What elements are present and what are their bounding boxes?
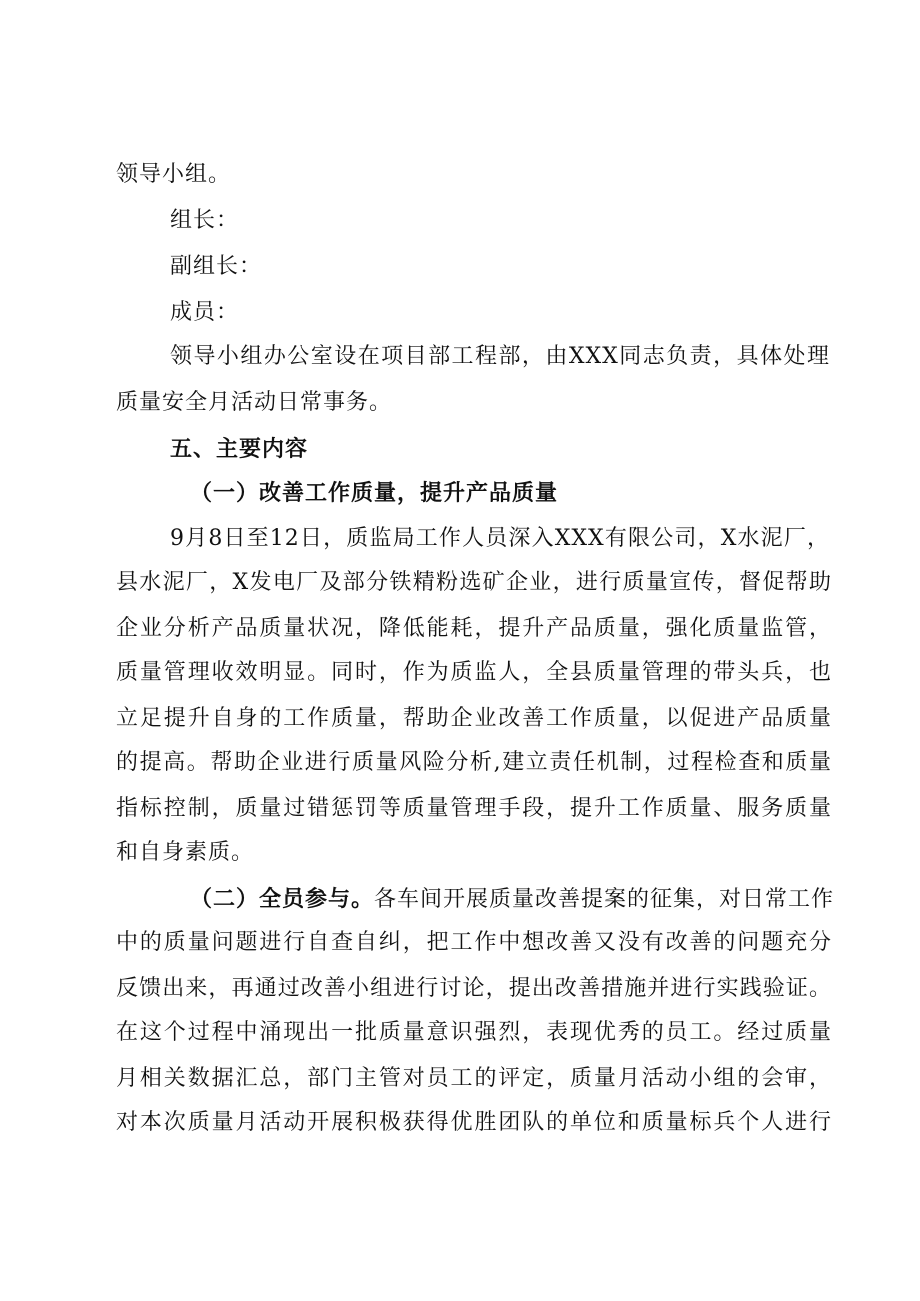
text-line: 领导小组。 — [116, 162, 232, 187]
text-line: 组长： — [170, 208, 240, 233]
text-line: 领导小组办公室设在项目部工程部，由XXX同志负责，具体处理 — [170, 344, 830, 369]
text-line: 反馈出来，再通过改善小组进行讨论，提出改善措施并进行实践验证。 — [116, 976, 832, 1001]
section-heading: 五、主要内容 — [170, 436, 309, 462]
text-line: 质量安全月活动日常事务。 — [116, 390, 393, 415]
text-line: 企业分析产品质量状况，降低能耗，提升产品质量，强化质量监管， — [116, 616, 832, 641]
text-line: 对本次质量月活动开展积极获得优胜团队的单位和质量标兵个人进行 — [116, 1110, 832, 1135]
text-line: 立足提升自身的工作质量，帮助企业改善工作质量，以促进产品质量 — [116, 706, 832, 731]
text-line: 9月8日至12日，质监局工作人员深入XXX有限公司，X水泥厂， — [170, 526, 830, 551]
text-fragment: 各车间开展质量改善提案的征集，对日常工作 — [374, 887, 835, 912]
text-line: 和自身素质。 — [116, 840, 255, 865]
paragraph-lead-line — [190, 884, 835, 915]
text-line: 成员： — [170, 300, 240, 325]
text-line: 的提高。帮助企业进行质量风险分析,建立责任机制，过程检查和质量 — [116, 750, 832, 775]
text-line: 指标控制，质量过错惩罚等质量管理手段，提升工作质量、服务质量 — [116, 796, 832, 821]
subsection-heading: （一）改善工作质量，提升产品质量 — [190, 480, 559, 506]
text-line: 副组长： — [170, 254, 263, 279]
text-line: 质量管理收效明显。同时，作为质监人，全县质量管理的带头兵，也 — [116, 660, 832, 685]
text-line: 县水泥厂，X发电厂及部分铁精粉选矿企业，进行质量宣传，督促帮助 — [116, 570, 832, 595]
subsection-heading: （二）全员参与。 — [190, 886, 375, 912]
text-line: 在这个过程中涌现出一批质量意识强烈，表现优秀的员工。经过质量 — [116, 1020, 832, 1045]
text-line: 中的质量问题进行自查自纠，把工作中想改善又没有改善的问题充分 — [116, 930, 832, 955]
text-line: 月相关数据汇总，部门主管对员工的评定，质量月活动小组的会审， — [116, 1066, 832, 1091]
